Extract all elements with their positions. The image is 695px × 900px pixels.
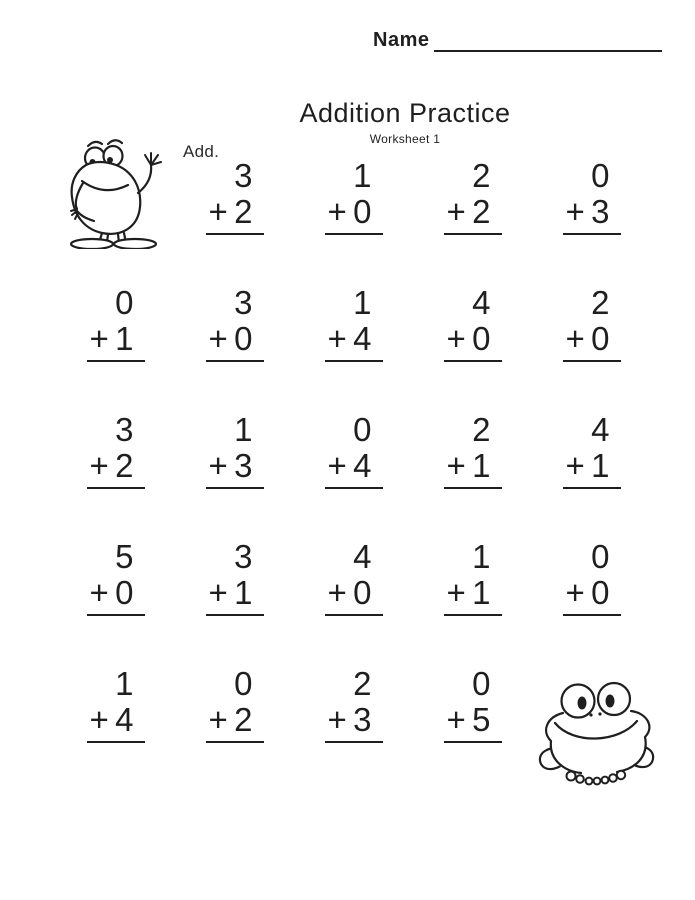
answer-line [563,233,621,235]
addend-bottom: 2 [472,193,491,230]
answer-line [87,360,145,362]
plus-operator: + [208,574,228,611]
addend-bottom: 3 [234,447,253,484]
addend-top: 1 [472,538,491,575]
frog-eyebrow-left [88,142,102,146]
plus-operator: + [208,447,228,484]
empty-cell [56,158,175,285]
addend-bottom: 4 [353,447,372,484]
addend-top: 4 [591,411,610,448]
plus-operator: + [327,193,347,230]
addend-bottom: 2 [234,701,253,738]
plus-operator: + [446,447,466,484]
problem-r3c3 [294,412,413,539]
addend-bottom: 0 [353,574,372,611]
answer-line [325,360,383,362]
name-label: Name [373,29,430,51]
answer-line [206,360,264,362]
addend-bottom: 3 [353,701,372,738]
problem-r5c2 [175,666,294,793]
problem-r3c1 [56,412,175,539]
plus-operator: + [565,447,585,484]
plus-operator: + [89,574,109,611]
name-blank-line[interactable] [434,50,662,52]
problem-r2c1 [56,285,175,412]
problem-r1c4 [413,158,532,285]
addend-top: 3 [234,284,253,321]
addend-top: 3 [234,538,253,575]
addend-top: 2 [591,284,610,321]
addend-bottom: 0 [234,320,253,357]
addend-bottom: 0 [115,574,134,611]
answer-line [444,741,502,743]
answer-line [444,614,502,616]
answer-line [563,360,621,362]
problem-r2c2 [175,285,294,412]
addend-bottom: 0 [591,574,610,611]
addend-top: 5 [115,538,134,575]
worksheet-title: Addition Practice [299,98,511,128]
answer-line [325,233,383,235]
plus-operator: + [89,320,109,357]
addend-top: 1 [353,157,372,194]
frog-pupil-right [606,695,615,708]
answer-line [325,741,383,743]
instruction-label: Add. [183,142,220,161]
addend-top: 0 [591,157,610,194]
problem-r4c5 [532,539,651,666]
plus-operator: + [208,701,228,738]
plus-operator: + [446,701,466,738]
answer-line [87,614,145,616]
problem-r2c3 [294,285,413,412]
plus-operator: + [89,701,109,738]
addend-bottom: 3 [591,193,610,230]
addend-bottom: 1 [234,574,253,611]
problem-r1c3 [294,158,413,285]
addend-bottom: 4 [353,320,372,357]
plus-operator: + [89,447,109,484]
addend-bottom: 0 [353,193,372,230]
addend-bottom: 1 [591,447,610,484]
addend-top: 0 [591,538,610,575]
title-block [255,98,555,146]
problem-r5c4 [413,666,532,793]
problem-r4c3 [294,539,413,666]
addend-top: 1 [234,411,253,448]
answer-line [325,614,383,616]
answer-line [325,487,383,489]
answer-line [563,614,621,616]
addend-top: 4 [353,538,372,575]
frog-nostril-right [598,712,601,715]
plus-operator: + [327,701,347,738]
addend-bottom: 4 [115,701,134,738]
frog-pupil-left [578,697,587,710]
addend-top: 0 [115,284,134,321]
frog-sitting-illustration [533,681,659,787]
plus-operator: + [208,193,228,230]
addend-top: 0 [353,411,372,448]
plus-operator: + [208,320,228,357]
problem-r1c5 [532,158,651,285]
addend-top: 0 [234,665,253,702]
answer-line [444,487,502,489]
frog-eyebrow-right [108,140,122,144]
problem-r1c2 [175,158,294,285]
answer-line [444,233,502,235]
addend-bottom: 2 [115,447,134,484]
problem-r5c3 [294,666,413,793]
answer-line [87,741,145,743]
addend-top: 4 [472,284,491,321]
problem-r5c1 [56,666,175,793]
answer-line [87,487,145,489]
problem-r3c5 [532,412,651,539]
addend-bottom: 5 [472,701,491,738]
worksheet-subtitle: Worksheet 1 [369,132,441,146]
plus-operator: + [327,447,347,484]
frog-nostril-left [589,713,592,716]
answer-line [206,741,264,743]
addend-bottom: 1 [115,320,134,357]
problem-r4c4 [413,539,532,666]
problem-r3c4 [413,412,532,539]
addend-top: 1 [353,284,372,321]
addend-bottom: 1 [472,447,491,484]
addend-bottom: 2 [234,193,253,230]
problem-r3c2 [175,412,294,539]
addend-top: 3 [234,157,253,194]
addend-bottom: 0 [472,320,491,357]
plus-operator: + [327,574,347,611]
addend-bottom: 0 [591,320,610,357]
addend-top: 0 [472,665,491,702]
addend-top: 1 [115,665,134,702]
problem-r2c5 [532,285,651,412]
problem-r4c2 [175,539,294,666]
answer-line [206,487,264,489]
answer-line [206,614,264,616]
addend-bottom: 1 [472,574,491,611]
problem-r2c4 [413,285,532,412]
answer-line [563,487,621,489]
plus-operator: + [565,320,585,357]
plus-operator: + [327,320,347,357]
addend-top: 2 [472,411,491,448]
plus-operator: + [446,320,466,357]
answer-line [206,233,264,235]
problem-r4c1 [56,539,175,666]
plus-operator: + [446,193,466,230]
addend-top: 2 [472,157,491,194]
plus-operator: + [565,574,585,611]
addend-top: 2 [353,665,372,702]
addend-top: 3 [115,411,134,448]
plus-operator: + [446,574,466,611]
plus-operator: + [565,193,585,230]
answer-line [444,360,502,362]
